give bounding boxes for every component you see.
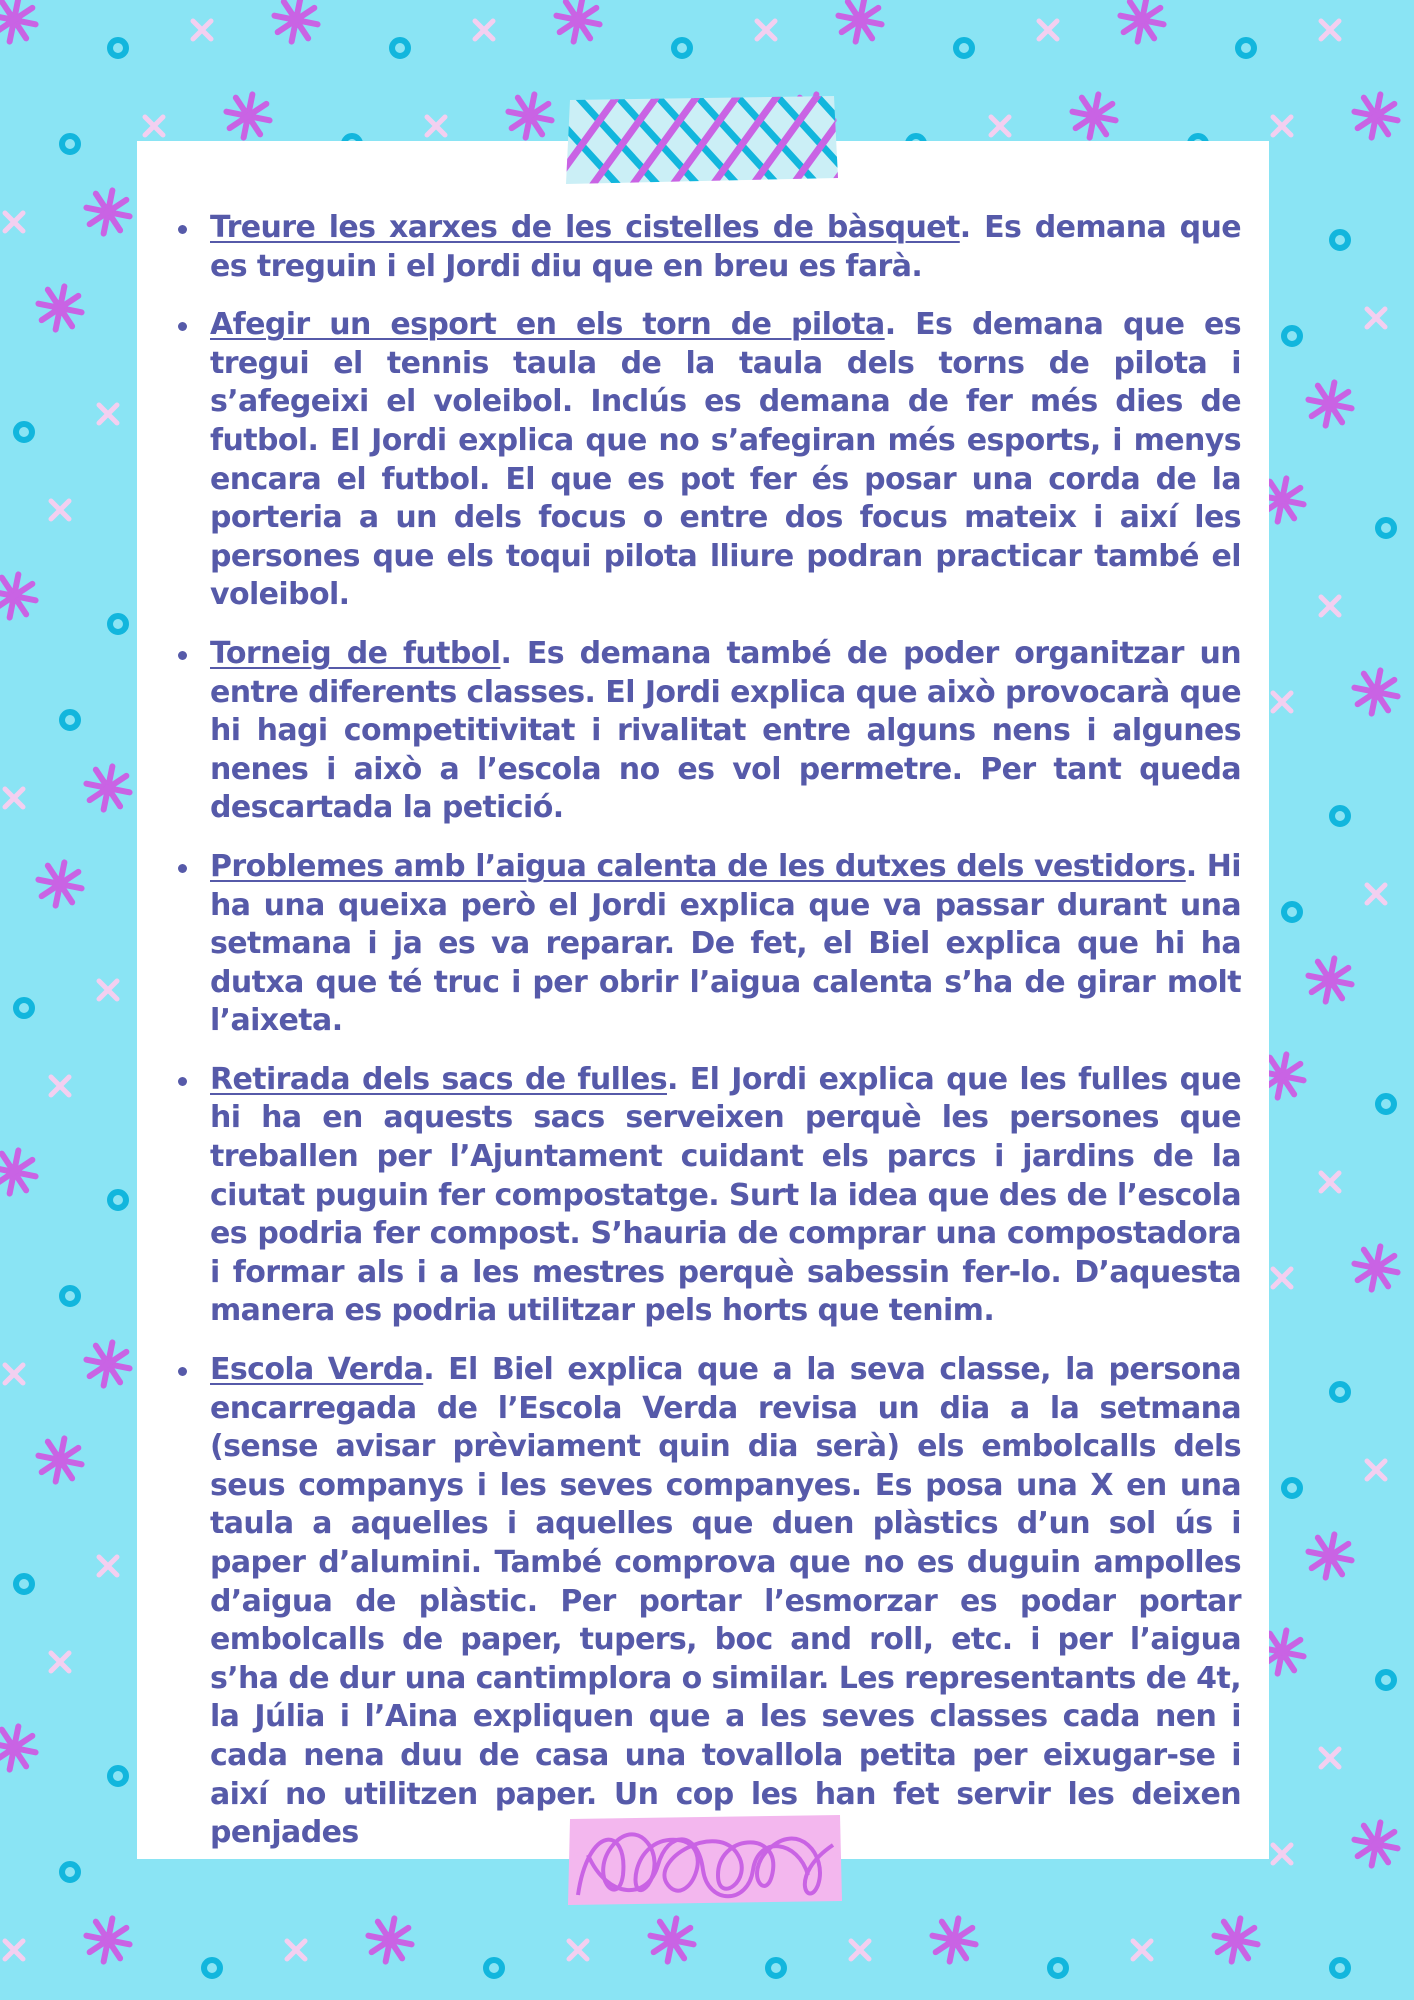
cross-icon (99, 1557, 117, 1575)
asterisk-icon (86, 766, 129, 809)
cross-icon (5, 789, 23, 807)
cross-icon (99, 405, 117, 423)
asterisk-icon (38, 862, 81, 905)
list-item (173, 306, 1241, 615)
tape-icon (566, 94, 838, 186)
asterisk-icon (838, 0, 881, 42)
cross-icon (1273, 117, 1291, 135)
cross-icon (1367, 1461, 1385, 1479)
asterisk-icon (1214, 1918, 1257, 1961)
list-item (173, 848, 1241, 1041)
cross-icon (1133, 1941, 1151, 1959)
item-topic: Escola Verda (210, 1352, 424, 1388)
asterisk-icon (0, 1150, 36, 1193)
dot-icon (486, 1960, 502, 1976)
asterisk-icon (650, 1918, 693, 1961)
dot-icon (110, 1192, 126, 1208)
asterisk-icon (86, 1342, 129, 1385)
cross-icon (5, 1365, 23, 1383)
dot-icon (62, 1288, 78, 1304)
cross-icon (99, 981, 117, 999)
cross-icon (1273, 693, 1291, 711)
item-text: . Es demana també de poder organitzar un entre diferents classes. El Jordi explica que això provocarà que hi hagi competitivitat i rivalitat entre alguns nens i algunes nenes i això a l’escola no es vol permetre. Per tant queda descartada la petició. (210, 635, 1241, 826)
asterisk-icon (38, 286, 81, 329)
tape-icon (568, 1815, 842, 1905)
dot-icon (1332, 1960, 1348, 1976)
item-topic: Problemes amb l’aigua calenta de les dutxes dels vestidors (210, 848, 1186, 884)
item-text: . Es demana que es tregui el tennis taula de la taula dels torns de pilota i s’afegeixi el voleibol. Inclús es demana de fer més dies de futbol. El Jordi explica que no s’afegiran més esports, i menys encara el futbol. El que es pot fer és posar una corda de la porteria a un dels focus o entre dos focus mateix i així les persones que els toqui pilota lliure podran practicar també el voleibol. (210, 307, 1241, 613)
asterisk-icon (1308, 1534, 1351, 1577)
item-topic: Treure les xarxes de les cistelles de bàsquet (210, 210, 960, 245)
dot-icon (16, 424, 32, 440)
dot-icon (1378, 520, 1394, 536)
item-text: . El Jordi explica que les fulles que hi ha en aquests sacs serveixen perquè les persones que treballen per l’Ajuntament cuidant els parcs i jardins de la ciutat puguin fer compostatge. Surt la idea que des de l’escola es podria fer compost. S’hauria de comprar una compostadora i formar als i a les mestres perquè sabessin fer-lo. D’aquesta manera es podria utilitzar pels horts que tenim. (210, 1061, 1241, 1329)
item-text: . Hi ha una queixa però el Jordi explica que va passar durant una setmana i ja es va reparar. De fet, el Biel explica que hi ha dutxa que té truc i per obrir l’aigua calenta s’ha de girar molt l’aixeta. (210, 848, 1241, 1039)
dot-icon (768, 1960, 784, 1976)
dot-icon (674, 40, 690, 56)
dot-icon (1284, 1480, 1300, 1496)
dot-icon (62, 712, 78, 728)
asterisk-icon (1354, 670, 1397, 713)
asterisk-icon (508, 94, 551, 137)
notes-list (173, 209, 1241, 1873)
cross-icon (475, 21, 493, 39)
cross-icon (1321, 21, 1339, 39)
asterisk-icon (1072, 94, 1115, 137)
cross-icon (991, 117, 1009, 135)
dot-icon (62, 1864, 78, 1880)
cross-icon (757, 21, 775, 39)
list-item (173, 1351, 1241, 1853)
list-item (173, 209, 1241, 286)
cross-icon (193, 21, 211, 39)
item-text: . El Biel explica que a la seva classe, la persona encarregada de l’Escola Verda revisa un dia a la setmana (sense avisar prèviament quin dia serà) els embolcalls dels seus companys i les seves companyes. Es posa una X en una taula a aquelles i aquelles que duen plàstics d’un sol ús i paper d’alumini. També comprova que no es duguin ampolles d’aigua de plàstic. Per portar l’esmorzar es podar portar embolcalls de paper, tupers, boc and roll, etc. i per l’aigua s’ha de dur una cantimplora o similar. Les representants de 4t, la Júlia i l’Aina expliquen que a les seves classes cada nen i cada nena duu de casa una tovallola petita per eixugar-se i així no utilitzen paper. Un cop les han fet servir les deixen penjades (210, 1352, 1242, 1851)
cross-icon (427, 117, 445, 135)
cross-icon (145, 117, 163, 135)
list-item (173, 1061, 1241, 1331)
cross-icon (5, 213, 23, 231)
cross-icon (1367, 885, 1385, 903)
dot-icon (1378, 1672, 1394, 1688)
cross-icon (1039, 21, 1057, 39)
dot-icon (16, 1000, 32, 1016)
dot-icon (1332, 232, 1348, 248)
asterisk-icon (1308, 382, 1351, 425)
dot-icon (204, 1960, 220, 1976)
asterisk-icon (0, 0, 36, 42)
dot-icon (110, 40, 126, 56)
cross-icon (51, 1077, 69, 1095)
dot-icon (110, 616, 126, 632)
dot-icon (62, 136, 78, 152)
cross-icon (1321, 597, 1339, 615)
dot-icon (1238, 40, 1254, 56)
asterisk-icon (274, 0, 317, 42)
dot-icon (1284, 904, 1300, 920)
asterisk-icon (0, 1726, 36, 1769)
dot-icon (110, 1768, 126, 1784)
asterisk-icon (1354, 94, 1397, 137)
cross-icon (287, 1941, 305, 1959)
asterisk-icon (1354, 1822, 1397, 1865)
asterisk-icon (86, 190, 129, 233)
cross-icon (1273, 1269, 1291, 1287)
dot-icon (1332, 808, 1348, 824)
asterisk-icon (932, 1918, 975, 1961)
dot-icon (1284, 328, 1300, 344)
asterisk-icon (368, 1918, 411, 1961)
asterisk-icon (0, 574, 36, 617)
cross-icon (5, 1941, 23, 1959)
asterisk-icon (1120, 0, 1163, 42)
cross-icon (51, 501, 69, 519)
dot-icon (1050, 1960, 1066, 1976)
cross-icon (851, 1941, 869, 1959)
item-text: . Es demana que es treguin i el Jordi diu que en breu es farà. (210, 210, 1242, 284)
item-topic: Torneig de futbol (210, 635, 501, 671)
dot-icon (16, 1576, 32, 1592)
dot-icon (1332, 1384, 1348, 1400)
cross-icon (1321, 1749, 1339, 1767)
dot-icon (956, 40, 972, 56)
asterisk-icon (556, 0, 599, 42)
asterisk-icon (1354, 1246, 1397, 1289)
cross-icon (51, 1653, 69, 1671)
asterisk-icon (226, 94, 269, 137)
dot-icon (392, 40, 408, 56)
cross-icon (569, 1941, 587, 1959)
asterisk-icon (38, 1438, 81, 1481)
cross-icon (1367, 309, 1385, 327)
cross-icon (1321, 1173, 1339, 1191)
cross-icon (1273, 1845, 1291, 1863)
list-item (173, 635, 1241, 828)
dot-icon (1378, 1096, 1394, 1112)
item-topic: Afegir un esport en els torn de pilota (210, 307, 885, 343)
asterisk-icon (1308, 958, 1351, 1001)
item-topic: Retirada dels sacs de fulles (210, 1061, 667, 1097)
asterisk-icon (86, 1918, 129, 1961)
